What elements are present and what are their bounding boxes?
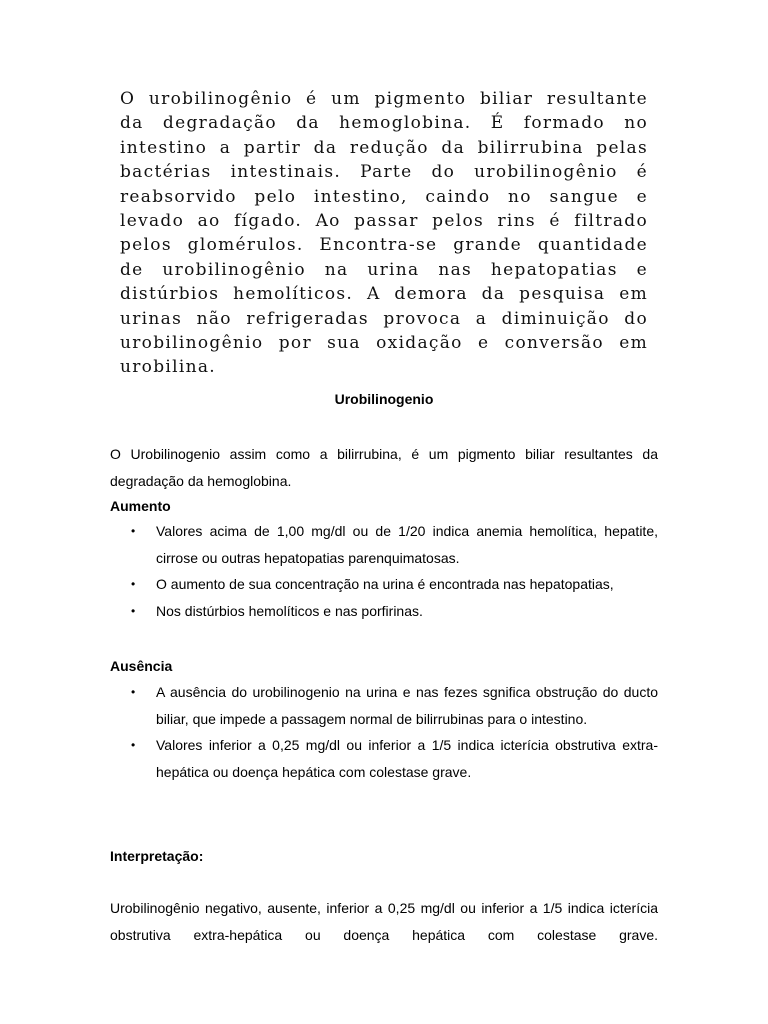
ausencia-list bbox=[110, 679, 658, 785]
list-item-text: Nos distúrbios hemolíticos e nas porfirinas. bbox=[156, 602, 423, 619]
bullet-icon: • bbox=[131, 738, 136, 752]
list-item bbox=[110, 518, 658, 571]
ausencia-heading: Ausência bbox=[110, 658, 173, 674]
list-item-text: Valores inferior a 0,25 mg/dl ou inferior a 1/5 indica icterícia obstrutiva extra-hepática ou doença hepática com colestase grave. bbox=[156, 737, 658, 780]
interpretacao-paragraph: Urobilinogênio negativo, ausente, inferior a 0,25 mg/dl ou inferior a 1/5 indica icterícia obstrutiva extra-hepática ou doença hepática com colestase grave. bbox=[110, 900, 658, 943]
scanned-excerpt bbox=[120, 87, 648, 380]
aumento-heading: Aumento bbox=[110, 498, 171, 514]
scanned-line: pelos glomérulos. Encontra-se grande quantidade bbox=[120, 235, 648, 256]
scanned-line: urobilina. bbox=[120, 357, 216, 378]
scanned-line: intestino a partir da redução da bilirrubina pelas bbox=[120, 137, 648, 158]
list-item bbox=[110, 571, 658, 598]
interpretacao-heading: Interpretação: bbox=[110, 848, 204, 864]
bullet-icon: • bbox=[131, 603, 136, 618]
list-item-text: Valores acima de 1,00 mg/dl ou de 1/20 indica anemia hemolítica, hepatite, cirrose ou outras hepatopatias parenquimatosas. bbox=[156, 523, 658, 566]
list-item bbox=[110, 732, 658, 785]
bullet-icon: • bbox=[131, 685, 136, 699]
list-item-text: O aumento de sua concentração na urina é encontrada nas hepatopatias, bbox=[156, 576, 614, 592]
scanned-line: urinas não refrigeradas provoca a diminuição do bbox=[120, 308, 648, 329]
scanned-line: O urobilinogênio é um pigmento biliar resultante bbox=[120, 89, 648, 109]
scanned-line: urobilinogênio por sua oxidação e conversão em bbox=[120, 333, 648, 354]
list-item bbox=[110, 679, 658, 732]
list-item bbox=[110, 598, 658, 625]
bullet-icon: • bbox=[131, 577, 136, 591]
bullet-icon: • bbox=[131, 524, 136, 538]
scanned-line: levado ao fígado. Ao passar pelos rins é filtrado bbox=[120, 211, 648, 232]
scanned-line: reabsorvido pelo intestino, caindo no sangue e bbox=[120, 186, 648, 207]
aumento-list bbox=[110, 518, 658, 624]
scanned-line: da degradação da hemoglobina. É formado no bbox=[120, 113, 648, 134]
scanned-line: bactérias intestinais. Parte do urobilinogênio é bbox=[120, 162, 648, 183]
section-title: Urobilinogenio bbox=[334, 391, 434, 407]
scanned-line: distúrbios hemolíticos. A demora da pesquisa em bbox=[120, 284, 648, 305]
intro-paragraph: O Urobilinogenio assim como a bilirrubina, é um pigmento biliar resultantes da degradação da hemoglobina. bbox=[110, 446, 658, 489]
scanned-line: de urobilinogênio na urina nas hepatopatias e bbox=[120, 259, 648, 280]
list-item-text: A ausência do urobilinogenio na urina e nas fezes sgnifica obstrução do ducto biliar, que impede a passagem normal de bilirrubinas para o intestino. bbox=[156, 684, 658, 727]
